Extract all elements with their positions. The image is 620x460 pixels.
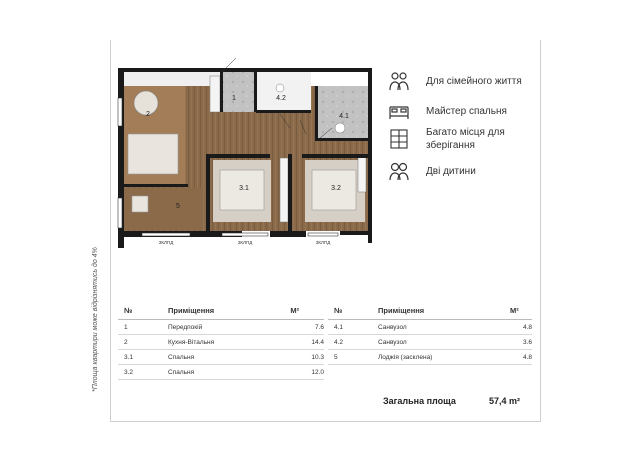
feature-two-children: [386, 158, 536, 184]
toilet-41: [335, 123, 345, 133]
row-no: 4.1: [328, 320, 378, 335]
table-row: [328, 350, 532, 365]
rooms-table-left: [118, 306, 324, 380]
col-area: М²: [510, 306, 532, 320]
bed-icon: [386, 98, 412, 124]
window-label-3: ЗКЛПД: [315, 240, 331, 245]
label-room-42: 4.2: [276, 95, 286, 102]
total-area-value: 57,4 m²: [489, 396, 521, 406]
wardrobe-icon: [386, 126, 412, 152]
row-no: 1: [118, 320, 168, 335]
table-row: [118, 350, 324, 365]
feature-two-children-text: Дві дитини: [426, 165, 476, 177]
col-room: Приміщення: [378, 306, 510, 320]
col-area: М²: [290, 306, 324, 320]
table-row: [118, 320, 324, 335]
row-area: 3.6: [510, 335, 532, 350]
floor-bath-42: [257, 72, 311, 110]
floor-entry-tile: [222, 72, 256, 112]
row-area: 7.6: [290, 320, 324, 335]
row-no: 5: [328, 350, 378, 365]
wardrobe-entry: [210, 76, 220, 112]
feature-family-text: Для сімейного життя: [426, 75, 522, 87]
row-room: Спальня: [168, 350, 290, 365]
col-no: №: [118, 306, 168, 320]
row-room: Санвузол: [378, 335, 510, 350]
label-room-1: 1: [232, 95, 236, 102]
row-area: 14.4: [290, 335, 324, 350]
row-no: 2: [118, 335, 168, 350]
table-row: [118, 335, 324, 350]
row-no: 4.2: [328, 335, 378, 350]
frame-right-line: [540, 40, 541, 422]
floor-top-strip: [124, 72, 220, 86]
label-room-5: 5: [176, 203, 180, 210]
col-room: Приміщення: [168, 306, 290, 320]
row-no: 3.1: [118, 350, 168, 365]
feature-family: [386, 68, 536, 94]
row-room: Спальня: [168, 365, 290, 380]
rooms-table-right: [328, 306, 532, 365]
row-room: Кухня-Вітальня: [168, 335, 290, 350]
feature-master-bedroom: [386, 98, 536, 124]
row-area: 4.8: [510, 350, 532, 365]
col-no: №: [328, 306, 378, 320]
family-icon: [386, 68, 412, 94]
row-room: Передпокій: [168, 320, 290, 335]
loggia-chair: [132, 196, 148, 212]
feature-storage-text: Багато місця для зберігання: [426, 127, 505, 151]
feature-storage: [386, 126, 536, 152]
sofa: [128, 134, 178, 174]
frame-bottom-line: [110, 421, 541, 422]
row-room: Санвузол: [378, 320, 510, 335]
window-label-2: ЗКЛПД: [237, 240, 253, 245]
row-area: 10.3: [290, 350, 324, 365]
label-room-41: 4.1: [339, 113, 349, 120]
label-room-2: 2: [146, 111, 150, 118]
feature-master-bedroom-text: Майстер спальня: [426, 105, 507, 117]
row-area: 4.8: [510, 320, 532, 335]
row-no: 3.2: [118, 365, 168, 380]
row-room: Лоджія (засклена): [378, 350, 510, 365]
label-room-32: 3.2: [331, 185, 341, 192]
wardrobe-bedroom-31: [280, 158, 288, 222]
table-row: [328, 335, 532, 350]
row-area: 12.0: [290, 365, 324, 380]
table-row: [118, 365, 324, 380]
two-children-icon: [386, 158, 412, 184]
wardrobe-bedroom-32: [358, 156, 366, 192]
window-label-1: ЗКЛПД: [158, 240, 174, 245]
label-room-31: 3.1: [239, 185, 249, 192]
area-disclaimer: *Площа квартири може відрізнятись до 4%: [92, 247, 99, 392]
total-area-label: Загальна площа: [383, 396, 456, 406]
sink-42: [276, 84, 284, 92]
table-row: [328, 320, 532, 335]
floor-plan: [110, 38, 380, 248]
